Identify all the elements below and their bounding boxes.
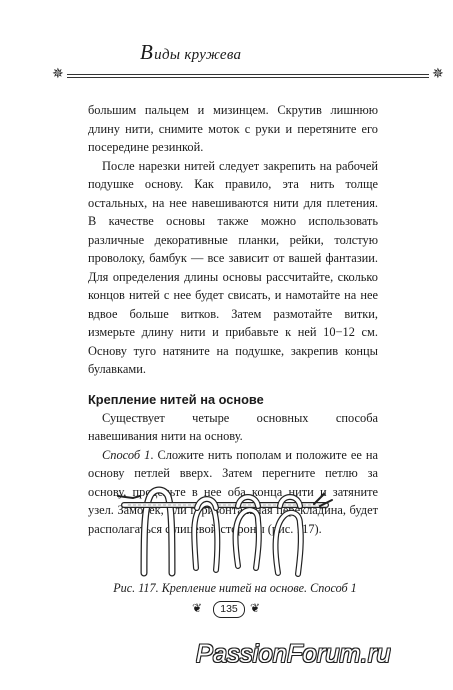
header-ornament-right-icon: ✵	[432, 67, 444, 82]
header-ornament-left-icon: ✵	[52, 67, 64, 82]
thread-knot-2	[194, 499, 217, 570]
paragraph-3: Существует четыре основных способа навешивания нити на основу.	[88, 410, 378, 443]
paragraph-1: большим пальцем и мизинцем. Скрутив лишнюю длину нити, снимите моток с руки и перетяните его посередине резинкой.	[88, 103, 378, 154]
method-label: Способ 1	[102, 447, 151, 462]
header-rule-top	[67, 74, 429, 75]
page-number-ornament-right-icon: ❦	[250, 601, 261, 615]
paragraph-2: После нарезки нитей следует закрепить на рабочей подушке основу. Как правило, эта нить толще остальных, на нее навешиваются нити для плетения. В качестве основы также можно использовать различные декоративные планки, рейки, толстую проволоку, бамбук — все зависит от вашей фантазии. Для определения длины основы рассчитайте, сколько концов нитей с нее будет свисать, и намотайте на нее вдвое больше витков. Затем размотайте витки, измерьте длину нити и прибавьте к ней 10−12 см. Основу туго натяните на подушке, закрепив концы булавками.	[88, 158, 378, 376]
paragraph-4-text: . Сложите нить пополам и положите ее на основу петлей вверх. Затем перегните петлю за основу, проденьте в нее оба конца нити и затяните узел. Замочек, или горизонтальная перекладина, будет располагаться с лицевой стороны (рис. 117).	[88, 447, 378, 536]
site-watermark: PassionForum.ru	[196, 640, 391, 668]
page-number-block	[168, 596, 288, 622]
page-number-ornament-left-icon: ❦	[192, 601, 203, 615]
thread-knot-4	[276, 497, 301, 574]
knot-illustration	[88, 478, 388, 578]
body-text	[88, 101, 378, 538]
page-number: 135	[213, 601, 245, 618]
header-rule-bottom	[67, 77, 429, 78]
thread-end-left	[118, 496, 140, 498]
running-header-title	[140, 40, 241, 65]
section-heading: Крепление нитей на основе	[88, 391, 264, 407]
running-header-rest: иды кружева	[154, 47, 242, 63]
running-header-initial: В	[140, 40, 154, 64]
figure-caption: Рис. 117. Крепление нитей на основе. Способ 1	[113, 581, 357, 595]
